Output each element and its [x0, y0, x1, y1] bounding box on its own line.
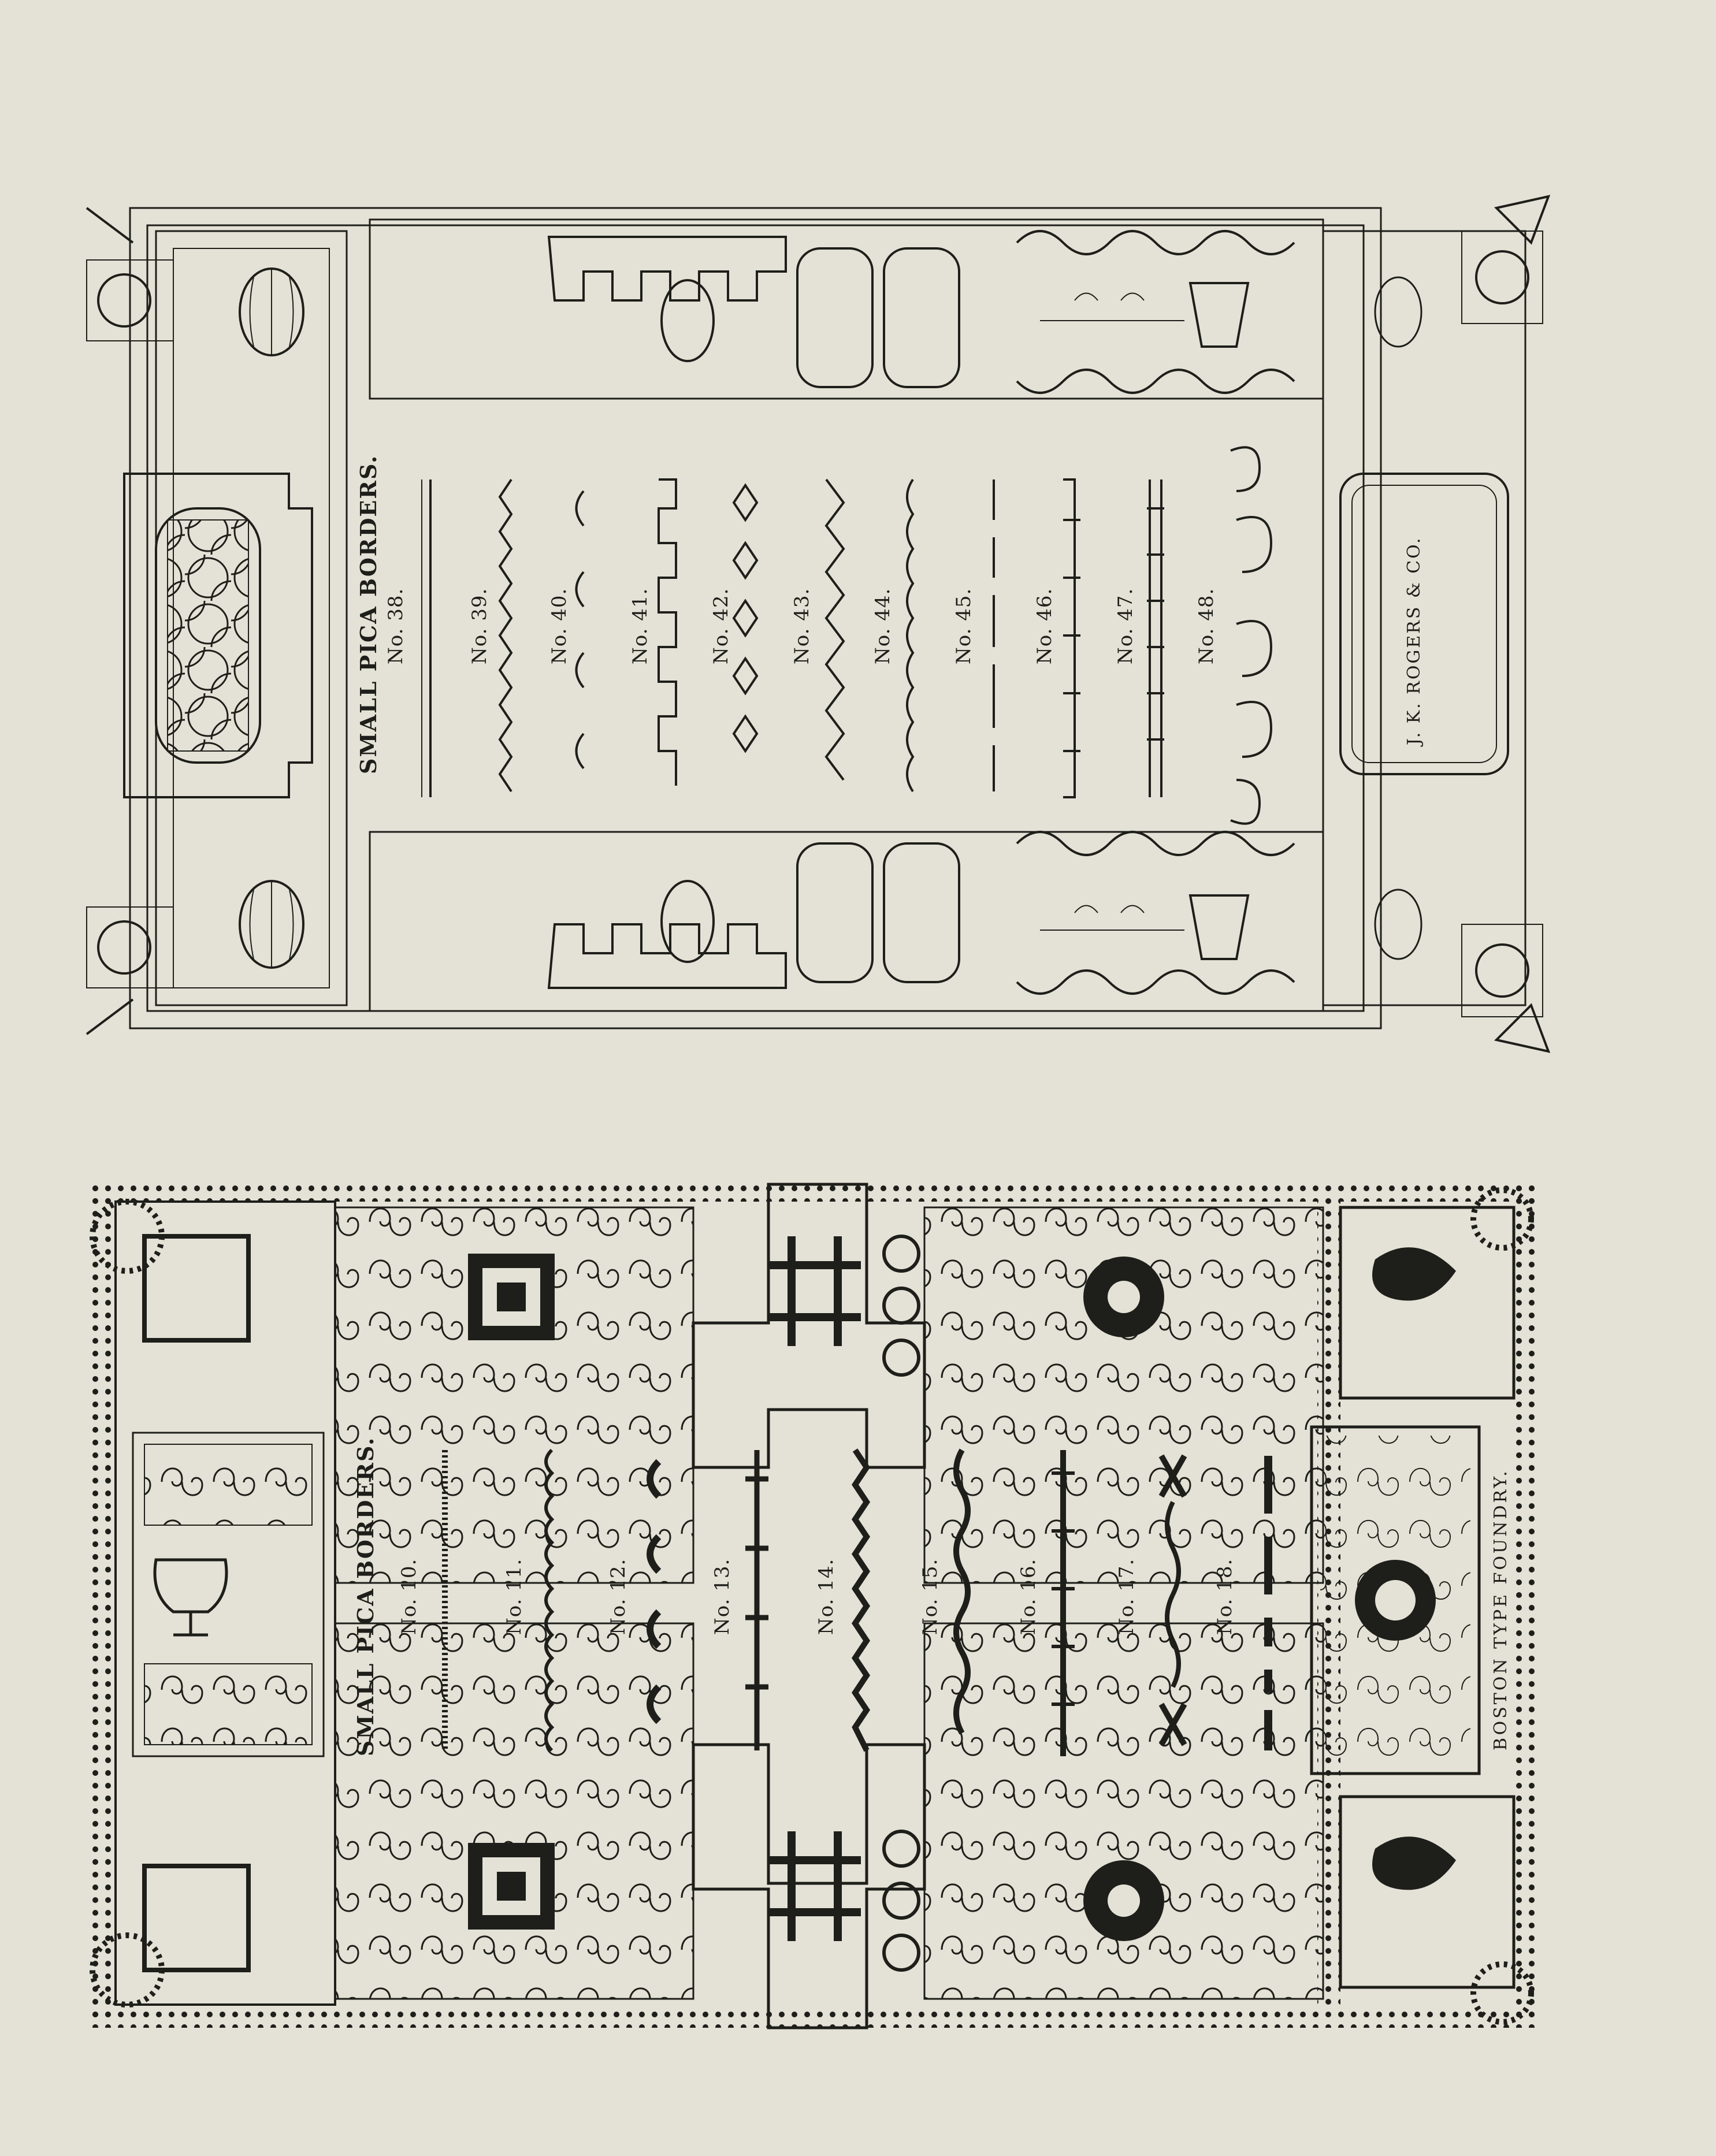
imprint-rogers: J. K. ROGERS & CO. — [1404, 536, 1424, 745]
top-right-band — [1231, 447, 1271, 823]
top-spec-46: No. 46. — [1033, 588, 1056, 664]
bottom-spec-13: No. 13. — [711, 1558, 734, 1635]
top-spec-45: No. 45. — [952, 588, 975, 664]
top-spec-47: No. 47. — [1114, 588, 1137, 664]
bottom-spec-17: No. 17. — [1115, 1558, 1138, 1635]
bottom-spec-10: No. 10. — [398, 1558, 421, 1635]
top-spec-38: No. 38. — [384, 588, 407, 664]
bottom-spec-16: No. 16. — [1017, 1558, 1040, 1635]
bottom-spec-18: No. 18. — [1213, 1558, 1236, 1635]
bottom-spec-15: No. 15. — [919, 1558, 942, 1635]
top-panel-heading: SMALL PICA BORDERS. — [355, 454, 381, 774]
top-spec-44: No. 44. — [871, 588, 894, 664]
foundry-name: BOSTON TYPE FOUNDRY. — [1491, 1469, 1511, 1750]
bottom-panel-heading: SMALL PICA BORDERS. — [352, 1436, 378, 1756]
top-spec-42: No. 42. — [710, 588, 733, 664]
top-spec-39: No. 39. — [468, 588, 491, 664]
bottom-spec-14: No. 14. — [815, 1558, 838, 1635]
top-border-frame — [87, 196, 1548, 1051]
top-spec-48: No. 48. — [1195, 588, 1218, 664]
bottom-spec-12: No. 12. — [607, 1558, 630, 1635]
top-spec-41: No. 41. — [629, 588, 652, 664]
top-spec-43: No. 43. — [790, 588, 814, 664]
bottom-spec-11: No. 11. — [503, 1558, 526, 1635]
top-spec-40: No. 40. — [548, 588, 571, 664]
